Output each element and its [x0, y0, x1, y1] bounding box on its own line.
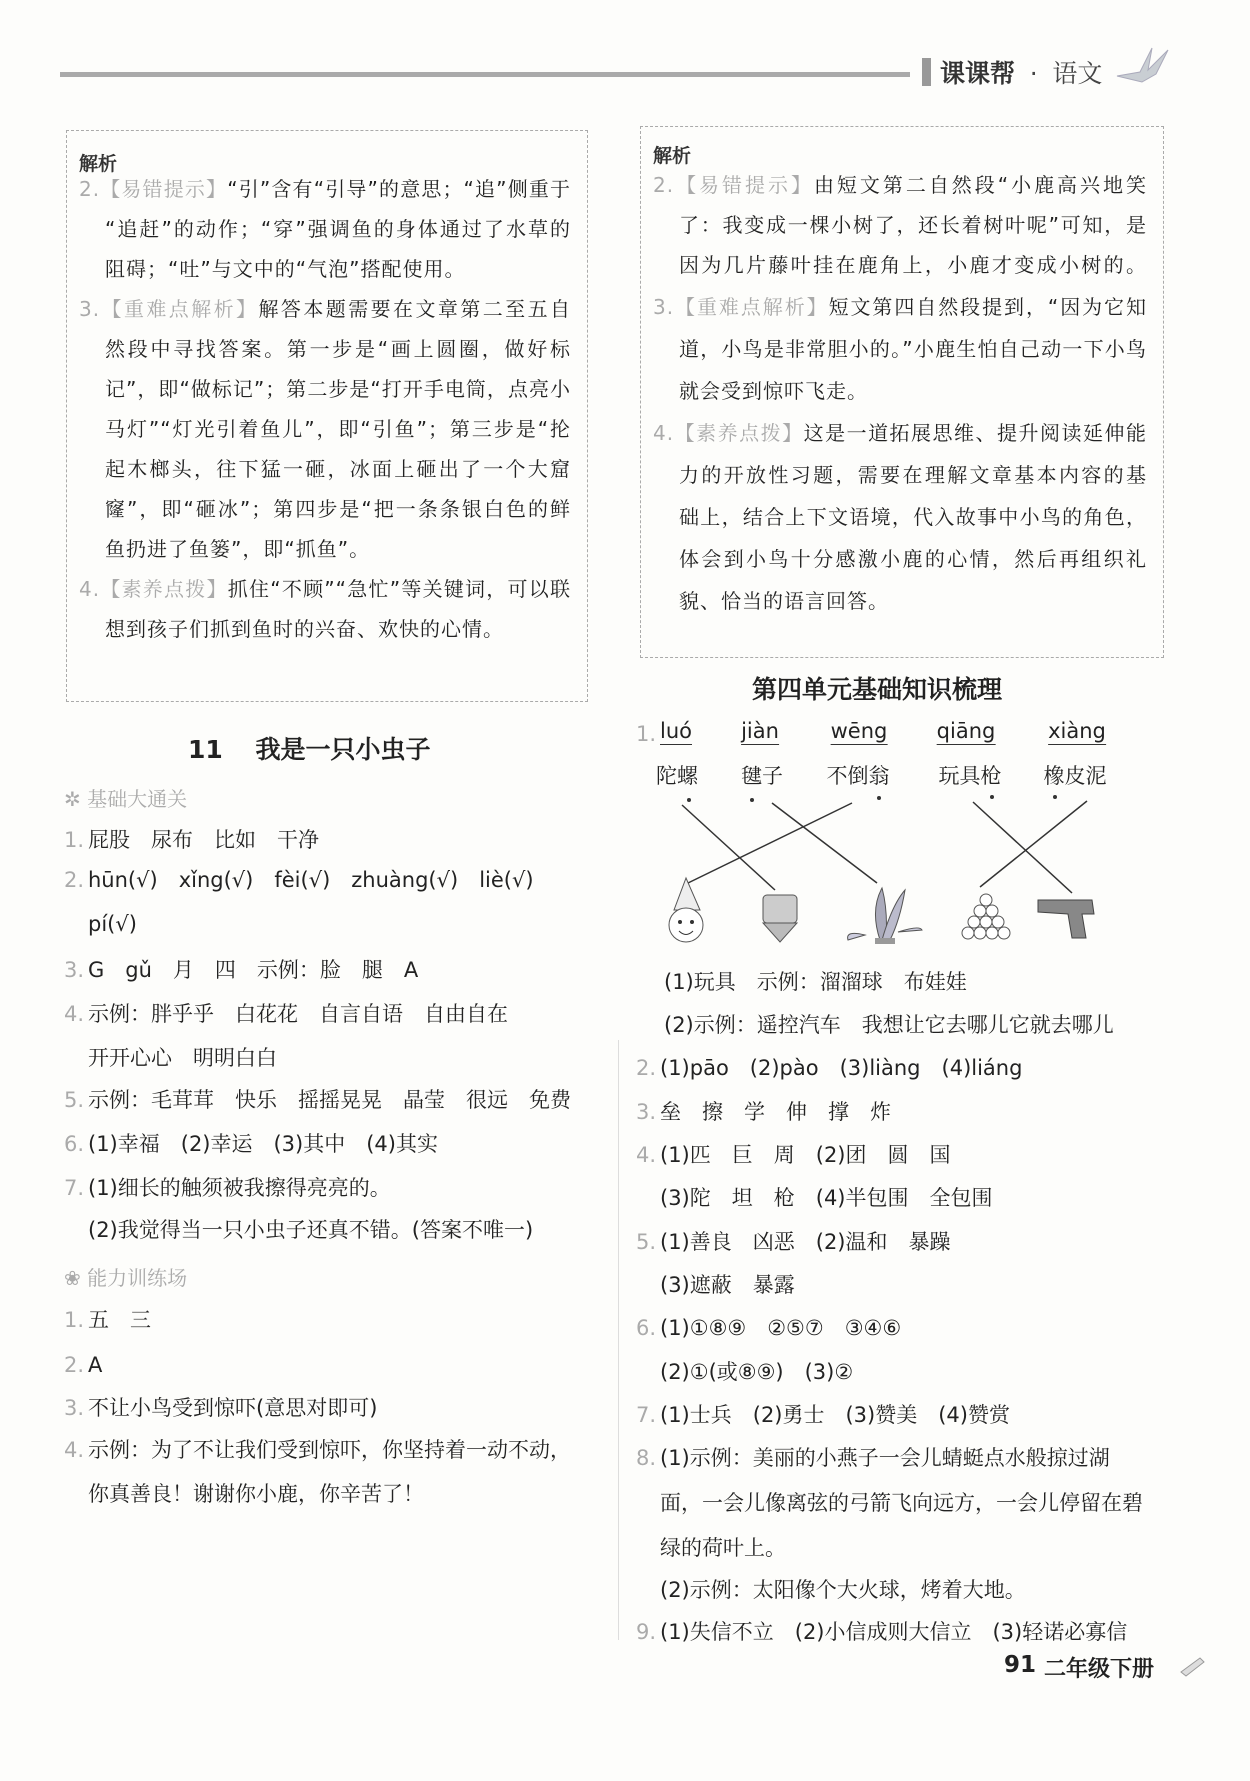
analysis-line: 马灯”“灯光引着鱼儿”，即“引鱼”；第三步是“抡: [105, 417, 571, 441]
item-tag: 【素养点拨】: [674, 421, 804, 445]
word: 不倒翁: [826, 764, 890, 788]
answer-number: 3.: [636, 1100, 657, 1124]
analysis-line: 起木榔头，往下猛一砸，冰面上砸出了一个大窟: [105, 457, 571, 481]
brand-name: 课课帮: [940, 59, 1016, 88]
answer-line: [64, 826, 319, 854]
analysis-line: 础上，结合上下文语境，代入故事中小鸟的角色，: [679, 505, 1147, 529]
analysis-line: 力的开放性习题，需要在理解文章基本内容的基: [679, 463, 1147, 487]
answer-line: [660, 1358, 853, 1386]
section-label: 基础大通关: [87, 787, 188, 811]
answer-text: 面，一会儿像离弦的弓箭飞向远方，一会儿停留在碧: [660, 1491, 1143, 1515]
answer-line: [660, 1534, 786, 1562]
answer-text: 示例：胖乎乎 白花花 自言自语 自由自在: [88, 1002, 508, 1026]
analysis-box-left: [66, 130, 588, 702]
analysis-line: 体会到小鸟十分感激小鹿的心情，然后再组织礼: [679, 547, 1147, 571]
answer-line: [64, 1351, 102, 1379]
grade-label: 二年级下册: [1044, 1657, 1155, 1682]
answer-line: [64, 910, 137, 938]
answer-number: 5.: [636, 1230, 657, 1254]
answer-text: (1)示例：美丽的小燕子一会儿蜻蜓点水般掠过湖: [660, 1446, 1110, 1470]
answer-number: 2.: [64, 868, 85, 892]
star-icon: ✲: [64, 787, 88, 811]
answer-text: (1)pāo (2)pào (3)liàng (4)liáng: [660, 1056, 1023, 1080]
answer-number: 6.: [636, 1316, 657, 1340]
answer-number: 1.: [636, 722, 657, 746]
answer-number: 4.: [64, 1002, 85, 1026]
brand-separator: ·: [1029, 59, 1038, 88]
answer-line: [660, 1271, 795, 1299]
answer-text: A: [88, 1353, 103, 1377]
answer-text: G gǔ 月 四 示例：脸 腿 A: [88, 958, 419, 982]
answer-text: pí(√): [88, 912, 137, 936]
page-number: 91: [1004, 1652, 1037, 1678]
answer-text: (2)示例：遥控汽车 我想让它去哪儿它就去哪儿: [664, 1013, 1114, 1037]
answer-text: 开开心心 明明白白: [88, 1046, 277, 1070]
answer-line: [640, 1011, 1114, 1039]
item-number: 4.: [653, 421, 675, 445]
answer-number: 2.: [636, 1056, 657, 1080]
header-rule: [60, 72, 910, 77]
analysis-line: 了：我变成一棵小树了，还长着树叶呢”可知，是: [679, 213, 1147, 237]
answer-text: (2)①(或⑧⑨) (3)②: [660, 1360, 854, 1384]
analysis-line: 就会受到惊吓飞走。: [679, 379, 868, 403]
answer-text: (3)陀 坦 枪 (4)半包围 全包围: [660, 1186, 993, 1210]
match-line: [772, 803, 877, 883]
item-number: 2.: [79, 177, 101, 201]
answer-line: [64, 1394, 377, 1422]
matching-diagram: [620, 780, 1180, 960]
answer-line: [640, 968, 967, 996]
answer-number: 4.: [64, 1438, 85, 1462]
answer-number: 3.: [64, 958, 85, 982]
line-text: 这是一道拓展思维、提升阅读延伸能: [803, 421, 1148, 445]
question-number: [636, 720, 660, 748]
item-number: 3.: [653, 295, 675, 319]
answer-text: (1)细长的触须被我擦得亮亮的。: [88, 1176, 391, 1200]
pinyin: qiāng: [936, 719, 996, 743]
answer-line: [64, 956, 418, 984]
answer-line: [660, 1489, 1143, 1517]
answer-text: (1)匹 巨 周 (2)团 圆 国: [660, 1143, 951, 1167]
answer-line: [64, 1174, 391, 1202]
line-text: 抓住“不顾”“急忙”等关键词，可以联: [227, 577, 572, 601]
answer-text: 绿的荷叶上。: [660, 1536, 786, 1560]
answer-text: 示例：为了不让我们受到惊吓，你坚持着一动不动，: [88, 1438, 571, 1462]
spinning-top-icon: [763, 895, 797, 942]
shell-icon: ❀: [64, 1266, 88, 1290]
item-tag: 【易错提示】: [100, 177, 228, 201]
pinyin: wēng: [830, 719, 888, 743]
column-divider: [618, 1040, 619, 1640]
answer-number: 7.: [64, 1176, 85, 1200]
analysis-line: [653, 293, 1147, 321]
answer-text: 示例：毛茸茸 快乐 摇摇晃晃 晶莹 很远 免费: [88, 1088, 571, 1112]
answer-text: 你真善良！谢谢你小鹿，你辛苦了！: [88, 1482, 424, 1506]
pinyin: jiàn: [741, 719, 779, 743]
word: 毽子: [741, 764, 783, 788]
answer-number: 3.: [64, 1396, 85, 1420]
line-text: 短文第四自然段提到，“因为它知: [828, 295, 1147, 319]
answer-text: (3)遮蔽 暴露: [660, 1273, 795, 1297]
analysis-line: 鱼扔进了鱼篓”，即“抓鱼”。: [105, 537, 371, 561]
answer-text: hūn(√) xǐng(√) fèi(√) zhuàng(√) liè(√): [88, 868, 534, 892]
analysis-line: 貌、恰当的语言回答。: [679, 589, 889, 613]
answer-line: [64, 1216, 533, 1244]
unit-title: 第四单元基础知识梳理: [752, 675, 1003, 704]
answer-line: [64, 866, 534, 894]
answer-line: [636, 1141, 951, 1169]
answer-line: [64, 1000, 508, 1028]
analysis-line: [79, 575, 571, 603]
emphasis-dots: [687, 795, 1057, 802]
lesson-number: 11: [188, 735, 223, 764]
answer-text: 垒 擦 学 伸 撑 炸: [660, 1100, 891, 1124]
analysis-line: 道，小鸟是非常胆小的。”小鹿生怕自己动一下小鸟: [679, 337, 1147, 361]
analysis-line: [653, 419, 1147, 447]
analysis-line: [79, 175, 571, 203]
pencil-icon: [1178, 1652, 1208, 1678]
item-number: 3.: [79, 297, 101, 321]
answer-line: [64, 1306, 151, 1334]
analysis-line: [653, 171, 1147, 199]
answer-line: [636, 1314, 901, 1342]
section-heading-basic: [64, 783, 187, 812]
item-number: 4.: [79, 577, 101, 601]
answer-text: (2)我觉得当一只小虫子还真不错。(答案不唯一): [88, 1218, 534, 1242]
answer-text: (1)失信不立 (2)小信成则大信立 (3)轻诺必寡信: [660, 1620, 1128, 1644]
answer-line: [64, 1044, 277, 1072]
answer-line: [636, 1228, 951, 1256]
answer-number: 1.: [64, 828, 85, 852]
answer-line: [64, 1130, 438, 1158]
match-line: [688, 803, 852, 883]
matching-lines: [682, 801, 1087, 893]
pinyin: luó: [660, 719, 692, 743]
line-text: 解答本题需要在文章第二至五自: [258, 297, 572, 321]
answer-line: [636, 1401, 1010, 1429]
word: 陀螺: [656, 764, 698, 788]
analysis-line: “追赶”的动作；“穿”强调鱼的身体通过了水草的: [105, 217, 571, 241]
answer-number: 7.: [636, 1403, 657, 1427]
answer-number: 8.: [636, 1446, 657, 1470]
answer-line: [636, 1054, 1022, 1082]
answer-text: 五 三: [88, 1308, 151, 1332]
answer-text: (1)①⑧⑨ ②⑤⑦ ③④⑥: [660, 1316, 902, 1340]
answer-number: 1.: [64, 1308, 85, 1332]
analysis-line: 窿”，即“砸冰”；第四步是“把一条条银白色的鲜: [105, 497, 571, 521]
answer-text: 不让小鸟受到惊吓(意思对即可): [88, 1396, 378, 1420]
section-label: 能力训练场: [87, 1266, 188, 1290]
word: 橡皮泥: [1043, 764, 1107, 788]
answer-text: 屁股 尿布 比如 干净: [88, 828, 319, 852]
answer-line: [636, 1618, 1127, 1646]
item-number: 2.: [653, 173, 675, 197]
answer-number: 6.: [64, 1132, 85, 1156]
word: 玩具枪: [938, 764, 1002, 788]
subject: 语文: [1052, 59, 1103, 88]
answer-line: [64, 1480, 424, 1508]
answer-text: (1)玩具 示例：溜溜球 布娃娃: [664, 970, 967, 994]
answer-text: (1)善良 凶恶 (2)温和 暴躁: [660, 1230, 951, 1254]
item-tag: 【重难点解析】: [100, 297, 259, 321]
answer-line: [636, 1444, 1110, 1472]
answer-number: 2.: [64, 1353, 85, 1377]
answer-line: [64, 1436, 571, 1464]
line-text: “引”含有“引导”的意思；“追”侧重于: [227, 177, 572, 201]
analysis-line: 因为几片藤叶挂在鹿角上，小鹿才变成小树的。: [679, 253, 1147, 277]
answer-line: [660, 1184, 993, 1212]
line-text: 由短文第二自然段“小鹿高兴地笑: [813, 173, 1147, 197]
analysis-line: 记”，即“做标记”；第二步是“打开手电筒，点亮小: [105, 377, 571, 401]
answer-number: 9.: [636, 1620, 657, 1644]
analysis-line: [79, 295, 571, 323]
analysis-line: 想到孩子们抓到鱼时的兴奋、欢快的心情。: [105, 617, 504, 641]
match-line: [973, 802, 1072, 893]
pinyin: xiàng: [1048, 719, 1106, 743]
analysis-title: 解析: [653, 145, 692, 167]
answer-text: (1)幸福 (2)幸运 (3)其中 (4)其实: [88, 1132, 438, 1156]
answer-line: [636, 1098, 891, 1126]
answer-line: [64, 1086, 571, 1114]
bird-icon: [1112, 40, 1172, 90]
answer-line: [660, 1576, 1026, 1604]
brand: [940, 54, 1102, 90]
lesson-name: 我是一只小虫子: [255, 735, 431, 764]
section-heading-ability: [64, 1262, 187, 1291]
tumbler-doll-icon: [669, 878, 703, 942]
item-tag: 【易错提示】: [674, 173, 814, 197]
analysis-title: 解析: [79, 153, 118, 175]
answer-text: (1)士兵 (2)勇士 (3)赞美 (4)赞赏: [660, 1403, 1010, 1427]
analysis-line: 阻碍；“吐”与文中的“气泡”搭配使用。: [105, 257, 466, 281]
analysis-box-right: [640, 126, 1164, 658]
lesson-title: [188, 730, 431, 766]
item-tag: 【重难点解析】: [674, 295, 829, 319]
analysis-line: 然段中寻找答案。第一步是“画上圆圈，做好标: [105, 337, 571, 361]
item-tag: 【素养点拨】: [100, 577, 228, 601]
shuttlecock-icon: [848, 888, 922, 944]
answer-text: (2)示例：太阳像个大火球，烤着大地。: [660, 1578, 1026, 1602]
toy-gun-icon: [1038, 900, 1094, 938]
answer-number: 5.: [64, 1088, 85, 1112]
answer-number: 4.: [636, 1143, 657, 1167]
match-line: [980, 801, 1087, 887]
clay-balls-icon: [962, 894, 1010, 939]
header-marker: [922, 58, 931, 86]
